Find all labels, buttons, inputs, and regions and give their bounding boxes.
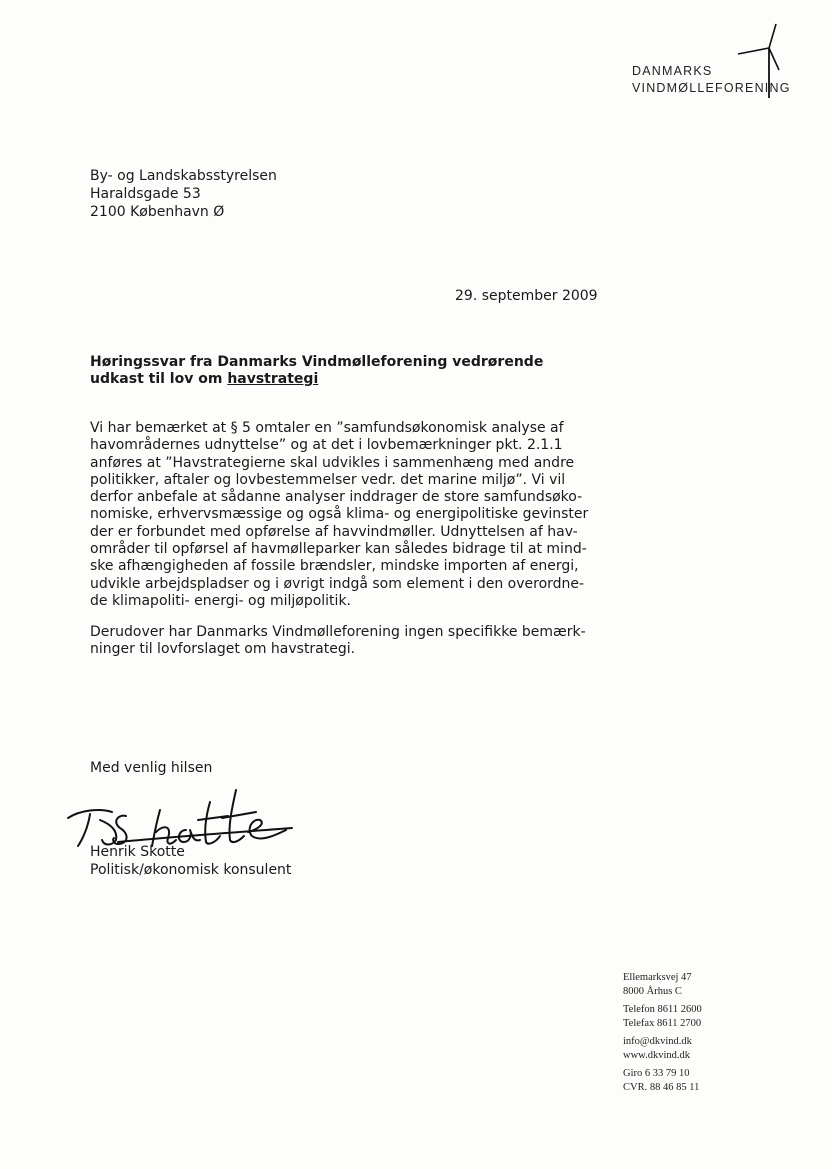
paragraph-line: Vi har bemærket at § 5 omtaler en ”samfundsøkonomisk analyse af — [90, 420, 564, 436]
footer-city: 8000 Århus C — [623, 985, 682, 997]
footer-web: www.dkvind.dk — [623, 1049, 690, 1061]
recipient-address — [90, 167, 277, 221]
footer-contact — [623, 971, 702, 1099]
footer-registration — [623, 1067, 702, 1094]
subject-line-2-prefix: udkast til lov om — [90, 371, 228, 387]
footer-cvr: CVR. 88 46 85 11 — [623, 1081, 700, 1093]
subject-heading — [90, 354, 543, 388]
paragraph-line: anføres at ”Havstrategierne skal udvikles i sammenhæng med andre — [90, 454, 575, 471]
logo-line-1: DANMARKS — [632, 64, 713, 78]
footer-street: Ellemarksvej 47 — [623, 972, 692, 983]
paragraph-line: områder til opførsel af havmølleparker kan således bidrage til at mind- — [90, 541, 587, 558]
letter-date: 29. september 2009 — [455, 288, 598, 304]
paragraph-line: derfor anbefale at sådanne analyser inddrager de store samfundsøko- — [90, 489, 583, 506]
logo — [632, 20, 802, 100]
paragraph-line: de klimapoliti- energi- og miljøpolitik. — [90, 592, 351, 609]
footer-phone: Telefon 8611 2600 — [623, 1004, 702, 1015]
subject-underlined-term: havstrategi — [227, 371, 319, 387]
footer-online — [623, 1035, 702, 1062]
footer-giro: Giro 6 33 79 10 — [623, 1068, 690, 1079]
body-paragraph-1 — [90, 420, 610, 610]
paragraph-line: ninger til lovforslaget om havstrategi. — [90, 641, 356, 658]
footer-email: info@dkvind.dk — [623, 1036, 692, 1047]
signatory-name: Henrik Skotte — [90, 844, 185, 860]
logo-line-2: VINDMØLLEFORENING — [632, 81, 791, 95]
signatory-title: Politisk/økonomisk konsulent — [90, 862, 292, 878]
paragraph-line: politikker, aftaler og lovbestemmelser vedr. det marine miljø”. Vi vil — [90, 471, 566, 488]
paragraph-line: udvikle arbejdspladser og i øvrigt indgå som element i den overordne- — [90, 575, 585, 592]
paragraph-line: Derudover har Danmarks Vindmølleforening ingen specifikke bemærk- — [90, 624, 586, 640]
paragraph-line: ske afhængigheden af fossile brændsler, mindske importen af energi, — [90, 558, 579, 575]
paragraph-line: der er forbundet med opførelse af havvindmøller. Udnyttelsen af hav- — [90, 523, 578, 540]
footer-fax: Telefax 8611 2700 — [623, 1017, 702, 1029]
footer-phones — [623, 1003, 702, 1030]
paragraph-line: havområdernes udnyttelse” og at det i lovbemærkninger pkt. 2.1.1 — [90, 437, 563, 454]
closing-greeting: Med venlig hilsen — [90, 760, 213, 776]
subject-line-1: Høringssvar fra Danmarks Vindmølleforening vedrørende — [90, 354, 544, 370]
recipient-line-1: By- og Landskabsstyrelsen — [90, 168, 277, 184]
recipient-line-2: Haraldsgade 53 — [90, 186, 201, 202]
paragraph-line: nomiske, erhvervsmæssige og også klima- og energipolitiske gevinster — [90, 506, 589, 523]
subject-line-2 — [90, 371, 543, 388]
body-paragraph-2 — [90, 624, 610, 659]
signatory-block — [90, 843, 291, 879]
recipient-line-3: 2100 København Ø — [90, 204, 225, 220]
footer-address — [623, 971, 702, 998]
